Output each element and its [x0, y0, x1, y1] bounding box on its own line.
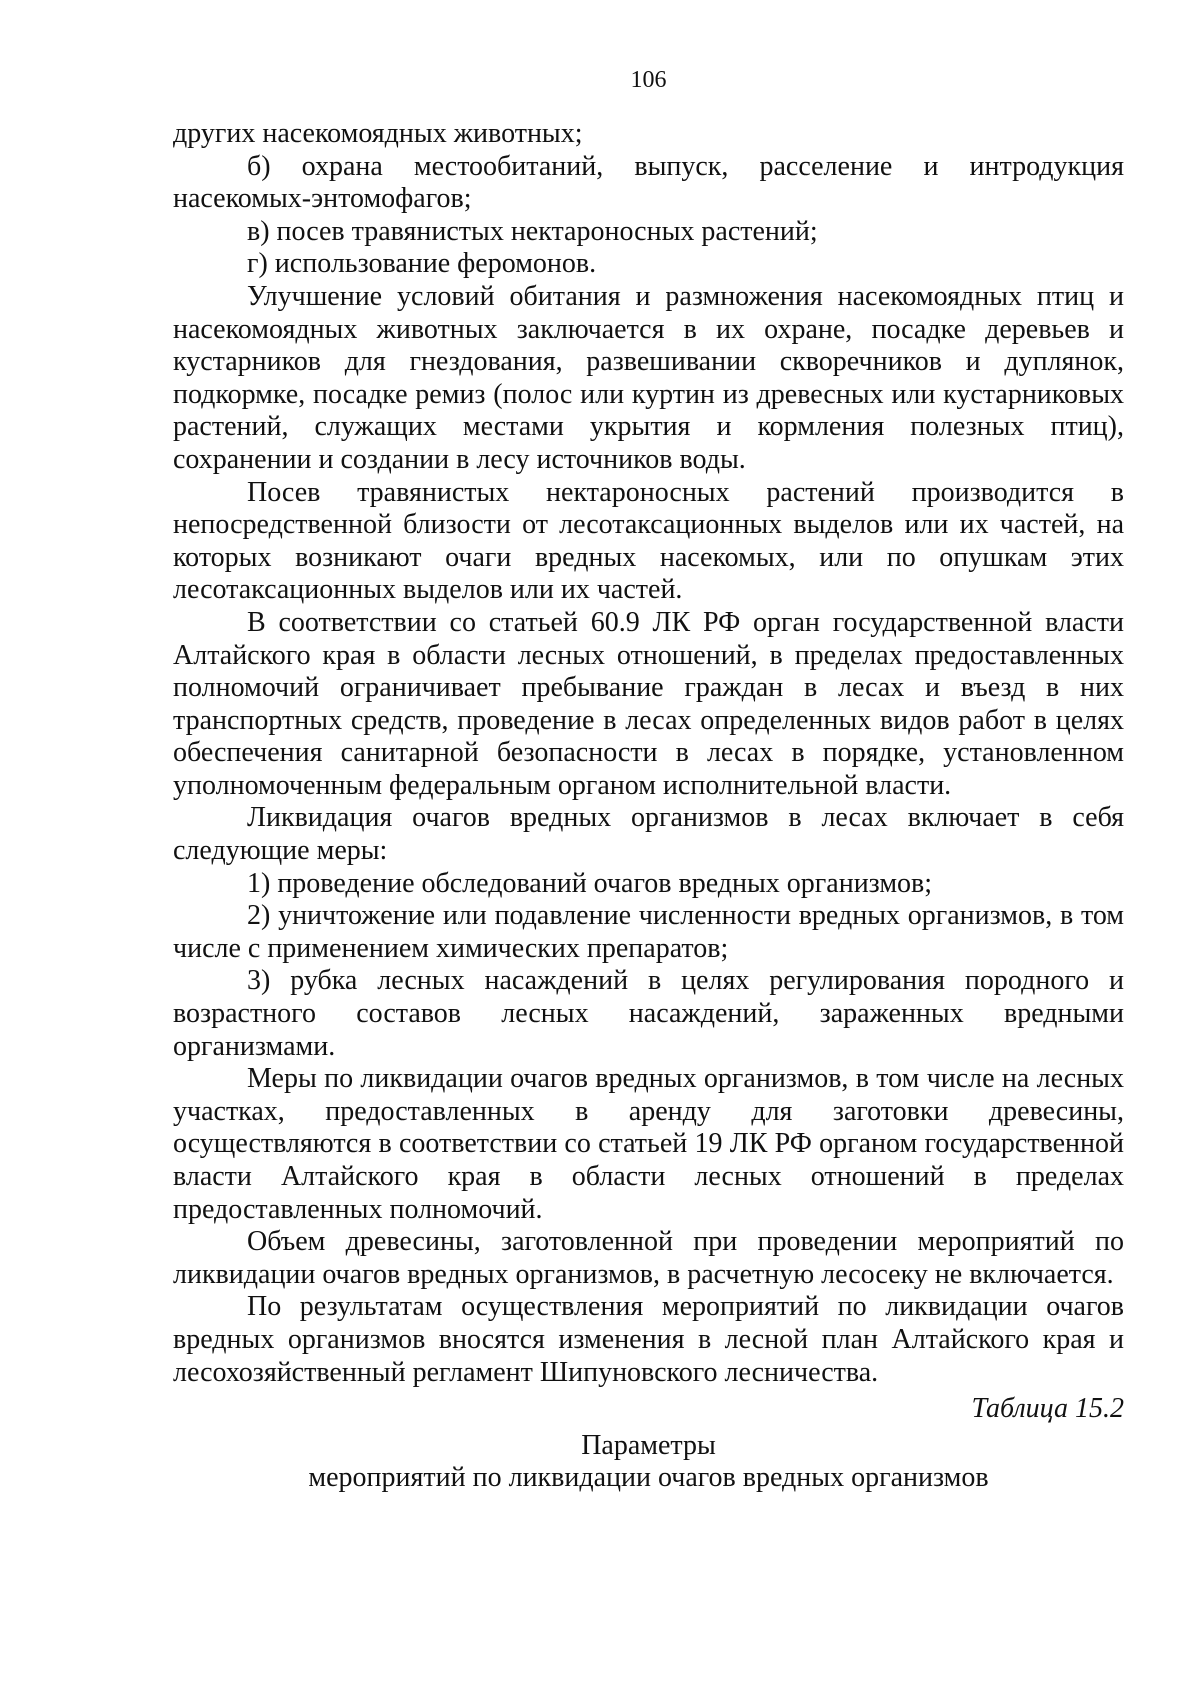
paragraph-habitat-improvement: Улучшение условий обитания и размножения насекомоядных птиц и насекомоядных животных заключается в их охране, посадке деревьев и кустарников для гнездования, развешивании скворечников и дуплянок, подкормке, посадке ремиз (полос или куртин из древесных или кустарниковых растений, служащих местами укрытия и кормления полезных птиц), сохранении и создании в лесу источников воды.: [173, 280, 1124, 475]
list-item-g: г) использование феромонов.: [247, 248, 597, 280]
page-number: 106: [630, 67, 667, 93]
paragraph-nectar-plants: Посев травянистых нектароносных растений производится в непосредственной близости от лесотаксационных выделов или их частей, на которых возникают очаги вредных насекомых, или по опушкам этих лесотаксационных выделов или их частей.: [173, 476, 1124, 606]
paragraph-liquidation-measures: Ликвидация очагов вредных организмов в лесах включает в себя следующие меры:: [173, 802, 1124, 867]
paragraph-results: По результатам осуществления мероприятий по ликвидации очагов вредных организмов вносятся изменения в лесной план Алтайского края и лесохозяйственный регламент Шипуновского лесничества.: [173, 1291, 1124, 1388]
list-item-2: 2) уничтожение или подавление численности вредных организмов, в том числе с применением химических препаратов;: [173, 900, 1124, 964]
list-item-b: б) охрана местообитаний, выпуск, расселение и интродукция насекомых-энтомофагов;: [173, 150, 1124, 215]
paragraph-article-60-9: В соответствии со статьей 60.9 ЛК РФ орган государственной власти Алтайского края в области лесных отношений, в пределах предоставленных полномочий ограничивает пребывание граждан в лесах и въезд в них транспортных средств, проведение в лесах определенных видов работ в целях обеспечения санитарной безопасности в лесах в порядке, установленном уполномоченным федеральным органом исполнительной власти.: [173, 606, 1124, 801]
list-item-1: 1) проведение обследований очагов вредных организмов;: [247, 867, 933, 899]
table-title-line-1: Параметры: [581, 1429, 716, 1461]
paragraph-continuation: других насекомоядных животных;: [173, 118, 583, 149]
paragraph-wood-volume: Объем древесины, заготовленной при проведении мероприятий по ликвидации очагов вредных организмов, в расчетную лесосеку не включается.: [173, 1226, 1124, 1290]
list-item-v: в) посев травянистых нектароносных растений;: [247, 215, 818, 247]
table-caption: Таблица 15.2: [971, 1393, 1124, 1425]
document-body: [173, 118, 1124, 1389]
table-title-line-2: мероприятий по ликвидации очагов вредных организмов: [308, 1462, 989, 1494]
list-item-3: 3) рубка лесных насаждений в целях регулирования породного и возрастного составов лесных насаждений, зараженных вредными организмами.: [173, 965, 1124, 1062]
table-title: [173, 1430, 1124, 1495]
document-page: [173, 64, 1124, 1495]
paragraph-article-19: Меры по ликвидации очагов вредных организмов, в том числе на лесных участках, предоставленных в аренду для заготовки древесины, осуществляются в соответствии со статьей 19 ЛК РФ органом государственной власти Алтайского края в области лесных отношений в пределах предоставленных полномочий.: [173, 1063, 1124, 1225]
